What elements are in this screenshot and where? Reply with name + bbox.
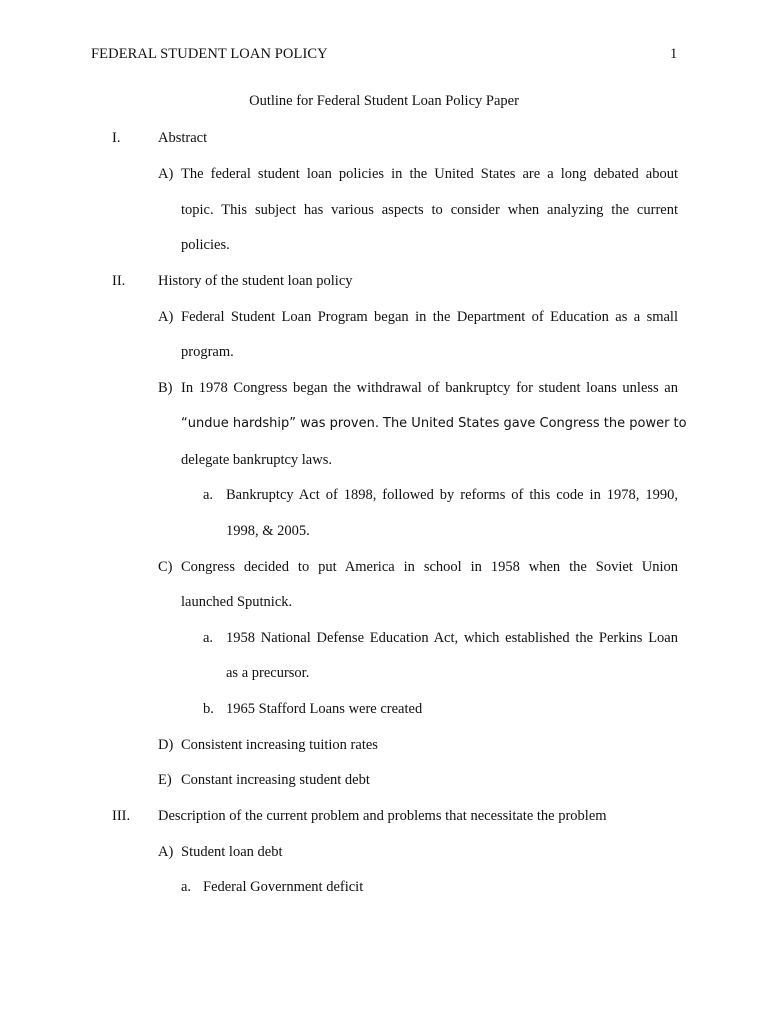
section-numeral-1: I. — [112, 130, 121, 146]
item-marker-2C: C) — [158, 559, 173, 575]
item-text-2B-line2a: “undue hardship” was proven. — [181, 416, 379, 431]
section-heading-3: Description of the current problem and problems that necessitate the problem — [158, 808, 607, 824]
item-text-2B-line2b: The United States gave Congress the power to — [383, 416, 687, 431]
subitem-text-2B-a-line1: Bankruptcy Act of 1898, followed by reforms of this code in 1978, 1990, — [226, 487, 678, 503]
item-text-2C-line1: Congress decided to put America in school in 1958 when the Soviet Union — [181, 559, 678, 575]
item-marker-3A: A) — [158, 844, 174, 860]
item-text-2A-line2: program. — [181, 344, 234, 360]
item-marker-2B: B) — [158, 380, 173, 396]
section-heading-1: Abstract — [158, 130, 208, 146]
page-title: Outline for Federal Student Loan Policy Paper — [249, 93, 519, 109]
section-numeral-3: III. — [112, 808, 131, 824]
item-text-1A-line3: policies. — [181, 237, 230, 253]
subitem-text-2C-a-line1: 1958 National Defense Education Act, which established the Perkins Loan — [226, 630, 678, 646]
subitem-marker-2C-a: a. — [203, 630, 214, 646]
subitem-marker-3A-a: a. — [181, 879, 192, 895]
item-text-1A-line2: topic. This subject has various aspects to consider when analyzing the current — [181, 202, 678, 218]
subitem-text-2B-a-line2: 1998, & 2005. — [226, 523, 310, 539]
item-text-2C-line2: launched Sputnick. — [181, 594, 293, 610]
section-heading-2: History of the student loan policy — [158, 273, 353, 289]
subitem-marker-2B-a: a. — [203, 487, 214, 503]
running-head: FEDERAL STUDENT LOAN POLICY — [91, 46, 328, 62]
item-text-1A-line1: The federal student loan policies in the United States are a long debated about — [181, 166, 678, 182]
item-marker-2E: E) — [158, 772, 172, 788]
item-marker-1A: A) — [158, 166, 174, 182]
item-text-2E-line1: Constant increasing student debt — [181, 772, 370, 788]
subitem-marker-2C-b: b. — [203, 701, 214, 717]
item-marker-2D: D) — [158, 737, 174, 753]
item-text-2B-line3: delegate bankruptcy laws. — [181, 452, 332, 468]
item-marker-2A: A) — [158, 309, 174, 325]
item-text-2B-line1: In 1978 Congress began the withdrawal of bankruptcy for student loans unless an — [181, 380, 678, 396]
page-number: 1 — [670, 46, 678, 62]
item-text-2A-line1: Federal Student Loan Program began in the Department of Education as a small — [181, 309, 678, 325]
subitem-text-2C-a-line2: as a precursor. — [226, 665, 310, 681]
item-text-2D-line1: Consistent increasing tuition rates — [181, 737, 378, 753]
subitem-text-3A-a-line1: Federal Government deficit — [203, 879, 364, 895]
section-numeral-2: II. — [112, 273, 126, 289]
item-text-3A-line1: Student loan debt — [181, 844, 283, 860]
subitem-text-2C-b-line1: 1965 Stafford Loans were created — [226, 701, 423, 717]
